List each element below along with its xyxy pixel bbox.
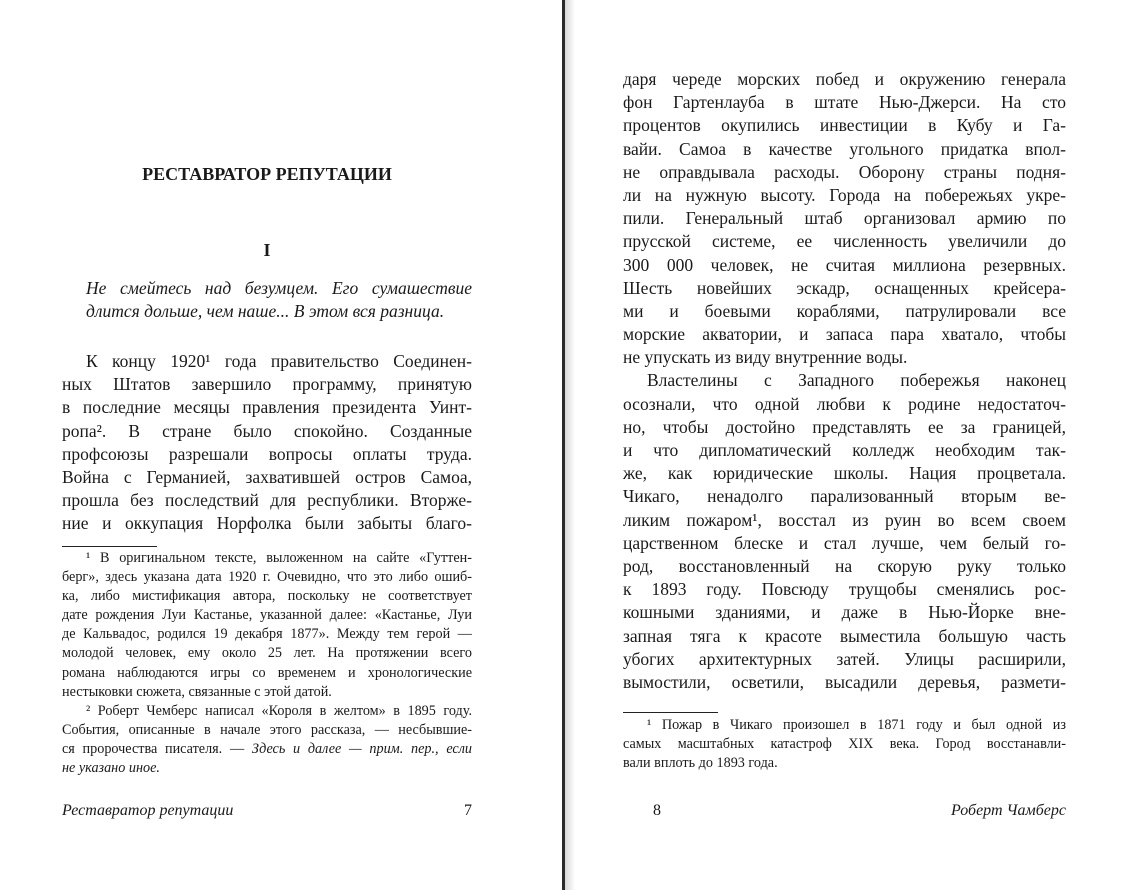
footnote-rule [623, 712, 718, 713]
text-line: ных Штатов завершило программу, принятую [62, 374, 472, 395]
text-line: Чикаго, ненадолго парализованный вторым ве- [623, 486, 1066, 507]
text-line: профсоюзы разрешали вопросы оплаты труда. [62, 443, 472, 464]
text-line: не оправдывала расходы. Оборону страны подня- [623, 161, 1066, 182]
text-line: нестыковки сюжета, связанные с этой датой. [62, 683, 332, 700]
body-text [623, 68, 1066, 694]
text-line: прошла без последствий для республики. Вторже- [62, 490, 472, 511]
text-line: самых масштабных катастроф XIX века. Город восстанавли- [623, 736, 1066, 753]
text-line: но, чтобы достойно представлять ее за границей, [623, 416, 1066, 437]
text-line: Не смейтесь над безумцем. Его сумашествие [86, 278, 472, 298]
text-line: осознали, что одной любви к родине недостаточ- [623, 393, 1066, 414]
text-line: К концу 1920¹ года правительство Соединен- [86, 351, 472, 371]
page-number: 7 [464, 802, 472, 819]
text-line: дате рождения Луи Кастанье, указанной далее: «Кастанье, Луи [62, 607, 472, 624]
text-line: морские акватории, и запаса пара хватало, чтобы [623, 324, 1066, 345]
text-line: ² Роберт Чемберс написал «Короля в желтом» в 1895 году. [86, 702, 472, 719]
text-line: фон Гартенлауба в штате Нью-Джерси. На сто [623, 92, 1066, 113]
text-line: ¹ В оригинальном тексте, выложенном на сайте «Гуттен- [86, 550, 472, 566]
footnotes [623, 716, 1066, 773]
text-line: вымостили, осветили, высадили деревья, размети- [623, 671, 1066, 692]
footnotes [62, 549, 472, 778]
text-line: прусской системе, ее численность увеличили до [623, 231, 1066, 252]
text-line: не упускать из виду внутренние воды. [623, 347, 908, 368]
text-line: ся пророчества писателя. — Здесь и далее — прим. пер., если [62, 740, 473, 757]
page-number: 8 [653, 802, 661, 819]
running-title: Роберт Чамберс [951, 802, 1066, 819]
text-line: к 1893 году. Повсюду трущобы сменялись рос- [623, 579, 1066, 600]
text-line: События, описанные в начале этого рассказа, — несбывшие- [62, 721, 472, 738]
text-line: процентов окупились инвестиции в Кубу и Га- [623, 115, 1066, 136]
text-line: ние и оккупация Норфолка были забыты благо- [62, 513, 472, 534]
body-text [62, 350, 472, 536]
text-line: вали вплоть до 1893 года. [623, 755, 778, 772]
story-title: РЕСТАВРАТОР РЕПУТАЦИИ [142, 164, 392, 184]
text-line: молодой человек, ему около 25 лет. На протяжении всего [62, 645, 472, 662]
text-line: убогих архитектурных затей. Улицы расширили, [623, 648, 1066, 669]
text-line: вайи. Самоа в качестве угольного придатка впол- [623, 138, 1066, 159]
left-page [0, 0, 562, 890]
text-line: пили. Генеральный штаб организовал армию по [623, 208, 1066, 229]
text-line: ¹ Пожар в Чикаго произошел в 1871 году и был одной из [647, 717, 1066, 733]
footnote-italic: Здесь и далее — прим. пер., если [251, 740, 473, 757]
text-line: де Кальвадос, родился 19 декабря 1877». Между тем герой — [62, 626, 472, 643]
text-line: длится дольше, чем наше... В этом вся разница. [86, 301, 445, 322]
text-line: 300 000 человек, не считая миллиона резервных. [623, 254, 1066, 275]
text-line: ми и боевыми кораблями, патрулировали все [623, 300, 1066, 321]
text-line: царственном блеске и стал лучше, чем белый го- [623, 532, 1066, 553]
text-line: Шесть новейших эскадр, оснащенных крейсера- [623, 277, 1066, 298]
text-line: не указано иное. [62, 760, 160, 777]
epigraph [86, 277, 472, 323]
text-line: род, восстановленный на скорую руку только [623, 555, 1066, 576]
chapter-number: I [263, 240, 271, 260]
text-line: запная тяга к красоте выместила большую часть [623, 625, 1066, 646]
right-page [566, 0, 1131, 890]
text-line: Война с Германией, захватившей остров Самоа, [62, 466, 472, 487]
running-title: Реставратор репутации [62, 802, 234, 819]
text-line: берг», здесь указана дата 1920 г. Очевидно, что это либо ошиб- [62, 569, 472, 586]
text-line: Властелины с Западного побережья наконец [647, 370, 1066, 391]
text-line: и что дипломатический колледж необходим так- [623, 440, 1066, 460]
text-line: ка, либо мистификация автора, поскольку не соответствует [62, 588, 472, 605]
text-line: ропа². В стране было спокойно. Созданные [62, 420, 472, 441]
text-line: в последние месяцы правления президента Уинт- [62, 397, 472, 418]
text-line: даря череде морских побед и окружению генерала [623, 69, 1066, 89]
text-line: романа наблюдаются игры со временем и хронологические [62, 664, 472, 681]
text-line: ли на нужную высоту. Города на побережьях укре- [623, 184, 1066, 205]
text-line: ликим пожаром¹, восстал из руин во всем своем [623, 509, 1066, 530]
text-line: же, как юридические школы. Нация процветала. [623, 463, 1066, 484]
text-line: кошными зданиями, и даже в Нью-Йорке вне- [623, 602, 1066, 623]
footnote-rule [62, 546, 157, 547]
